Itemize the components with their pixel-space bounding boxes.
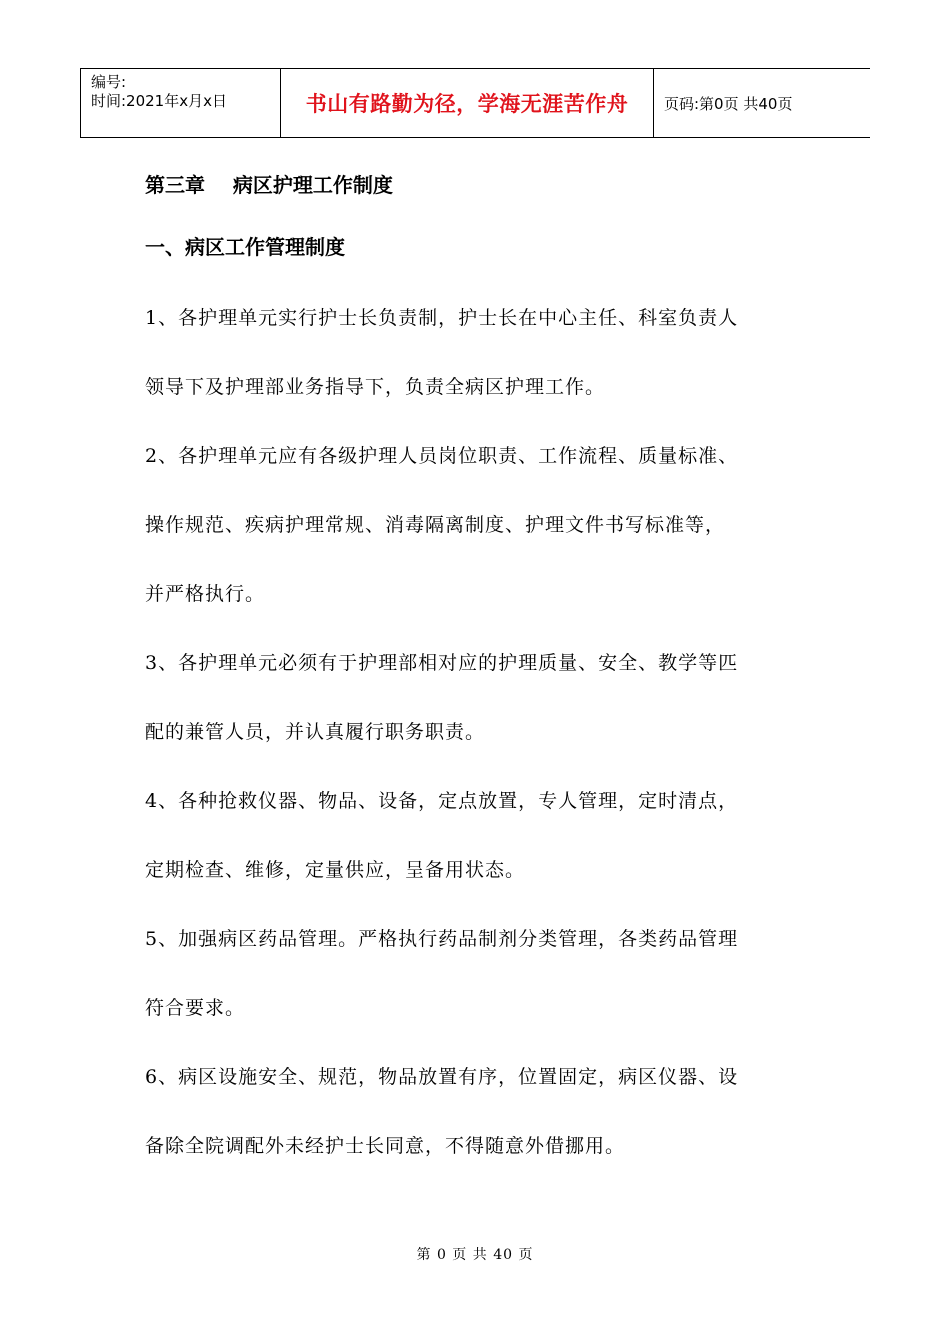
paragraph-line: 并严格执行。 bbox=[145, 583, 266, 605]
paragraph-1 bbox=[145, 284, 815, 422]
paragraph-line: 配的兼管人员，并认真履行职务职责。 bbox=[145, 721, 486, 743]
page-footer: 第 0 页 共 40 页 bbox=[416, 1247, 534, 1263]
paragraph-line: 定期检查、维修，定量供应，呈备用状态。 bbox=[145, 859, 526, 881]
paragraph-2 bbox=[145, 422, 815, 629]
header-motto: 书山有路勤为径，学海无涯苦作舟 bbox=[281, 69, 654, 137]
page-header bbox=[80, 68, 870, 138]
paragraph-5 bbox=[145, 905, 815, 1043]
paragraph-line: 备除全院调配外未经护士长同意，不得随意外借挪用。 bbox=[145, 1135, 626, 1157]
document-date: 时间:2021年x月x日 bbox=[91, 92, 227, 110]
chapter-title: 第三章 病区护理工作制度 bbox=[145, 173, 393, 197]
paragraph-4 bbox=[145, 767, 815, 905]
paragraph-line: 符合要求。 bbox=[145, 997, 246, 1019]
paragraph-6 bbox=[145, 1043, 815, 1181]
paragraph-3 bbox=[145, 629, 815, 767]
paragraph-line: 操作规范、疾病护理常规、消毒隔离制度、护理文件书写标准等， bbox=[145, 514, 726, 536]
paragraph-line: 2、各护理单元应有各级护理人员岗位职责、工作流程、质量标准、 bbox=[145, 445, 739, 467]
document-number-label: 编号: bbox=[91, 73, 127, 91]
paragraph-line: 3、各护理单元必须有于护理部相对应的护理质量、安全、教学等匹 bbox=[145, 652, 739, 674]
document-body bbox=[145, 165, 815, 1181]
header-meta bbox=[80, 69, 281, 137]
paragraph-line: 领导下及护理部业务指导下，负责全病区护理工作。 bbox=[145, 376, 606, 398]
header-page-info: 页码:第0页 共40页 bbox=[664, 94, 793, 113]
section-title: 一、病区工作管理制度 bbox=[145, 235, 345, 259]
paragraph-line: 5、加强病区药品管理。严格执行药品制剂分类管理，各类药品管理 bbox=[145, 928, 739, 950]
paragraph-line: 4、各种抢救仪器、物品、设备，定点放置，专人管理，定时清点， bbox=[145, 790, 739, 812]
paragraph-line: 1、各护理单元实行护士长负责制，护士长在中心主任、科室负责人 bbox=[145, 307, 739, 329]
paragraph-line: 6、病区设施安全、规范，物品放置有序，位置固定，病区仪器、设 bbox=[145, 1066, 739, 1088]
